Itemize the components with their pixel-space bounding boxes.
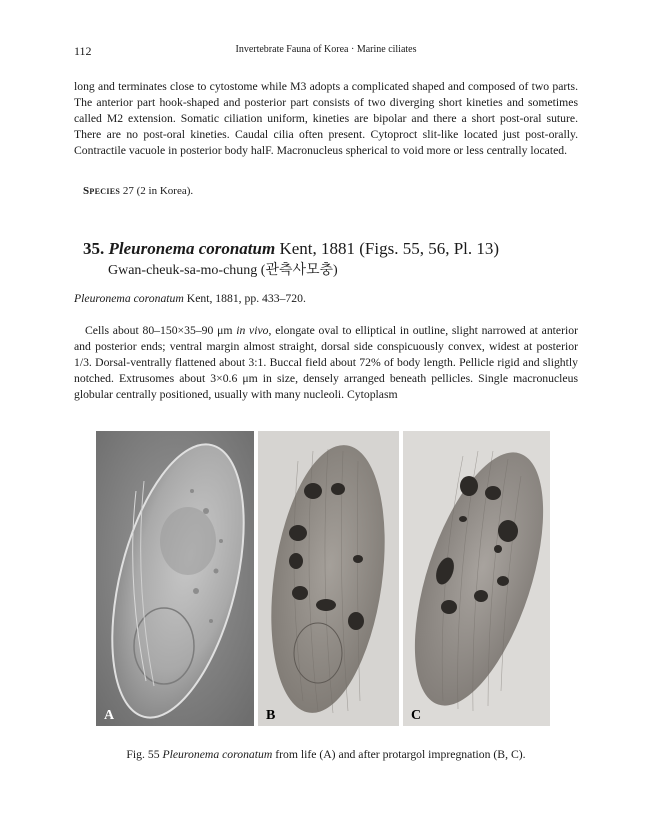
- species-count: [83, 185, 193, 197]
- micrograph-b: [258, 431, 399, 726]
- figure-panel-b: [258, 431, 399, 726]
- synonymy-citation: Kent, 1881, pp. 433–720.: [186, 292, 306, 305]
- species-number: 35.: [83, 239, 105, 258]
- species-heading: [83, 239, 499, 259]
- description-part1: Cells about 80–150×35–90 μm: [85, 324, 237, 337]
- micrograph-c: [403, 431, 550, 726]
- paragraph-continuation: long and terminates close to cytostome while M3 adopts a complicated shaped and composed of two parts. The anterior part hook-shaped and posterior part consists of two diverging short kineties and sometimes called M2 extension. Somatic ciliation uniform, kineties are bipolar and there a short post-oral suture. There are no post-oral kineties. Caudal cilia often present. Cytoproct slit-like located just post-orally. Contractile vacuole in posterior body halF. Macronucleus spherical to void more or less centrally located.: [74, 80, 578, 157]
- panel-label-c: C: [411, 708, 422, 723]
- description-paragraph: [74, 323, 578, 403]
- micrograph-a: [96, 431, 254, 726]
- panel-label-a: A: [104, 708, 115, 723]
- caption-species: Pleuronema coronatum: [162, 748, 273, 761]
- korean-name: Gwan-cheuk-sa-mo-chung (관측사모충): [108, 263, 338, 278]
- figure-panel-c: [403, 431, 550, 726]
- synonymy-name: Pleuronema coronatum: [74, 292, 184, 305]
- figure-caption: [0, 748, 652, 761]
- synonymy: [74, 292, 306, 305]
- caption-rest: from life (A) and after protargol impregnation (B, C).: [275, 748, 526, 761]
- running-title: Invertebrate Fauna of Korea · Marine ciliates: [235, 44, 417, 55]
- species-count-text: 27 (2 in Korea).: [122, 185, 194, 197]
- species-name: Pleuronema coronatum: [108, 239, 276, 258]
- panel-label-b: B: [266, 708, 276, 723]
- species-label: Species: [83, 185, 121, 197]
- description-part2: , elongate oval to elliptical in outline, slight narrowed at anterior and posterior ends; ventral margin almost straight, dorsal side conspicuously convex, widest at posterior 1/3. Dorsal-ventrally flattened about 3:1. Buccal field about 72% of body length. Pellicle rigid and slightly notched. Extrusomes about 3×0.6 μm in size, densely arranged beneath pellicles. Single macronucleus globular centrally positioned, usually with many nucleoli. Cytoplasm: [74, 324, 578, 401]
- page-number: 112: [74, 44, 92, 58]
- species-authority: Kent, 1881 (Figs. 55, 56, Pl. 13): [279, 239, 500, 258]
- figure-panel-a: [96, 431, 254, 726]
- description-in-vivo: in vivo: [236, 324, 269, 337]
- caption-prefix: Fig. 55: [126, 748, 160, 761]
